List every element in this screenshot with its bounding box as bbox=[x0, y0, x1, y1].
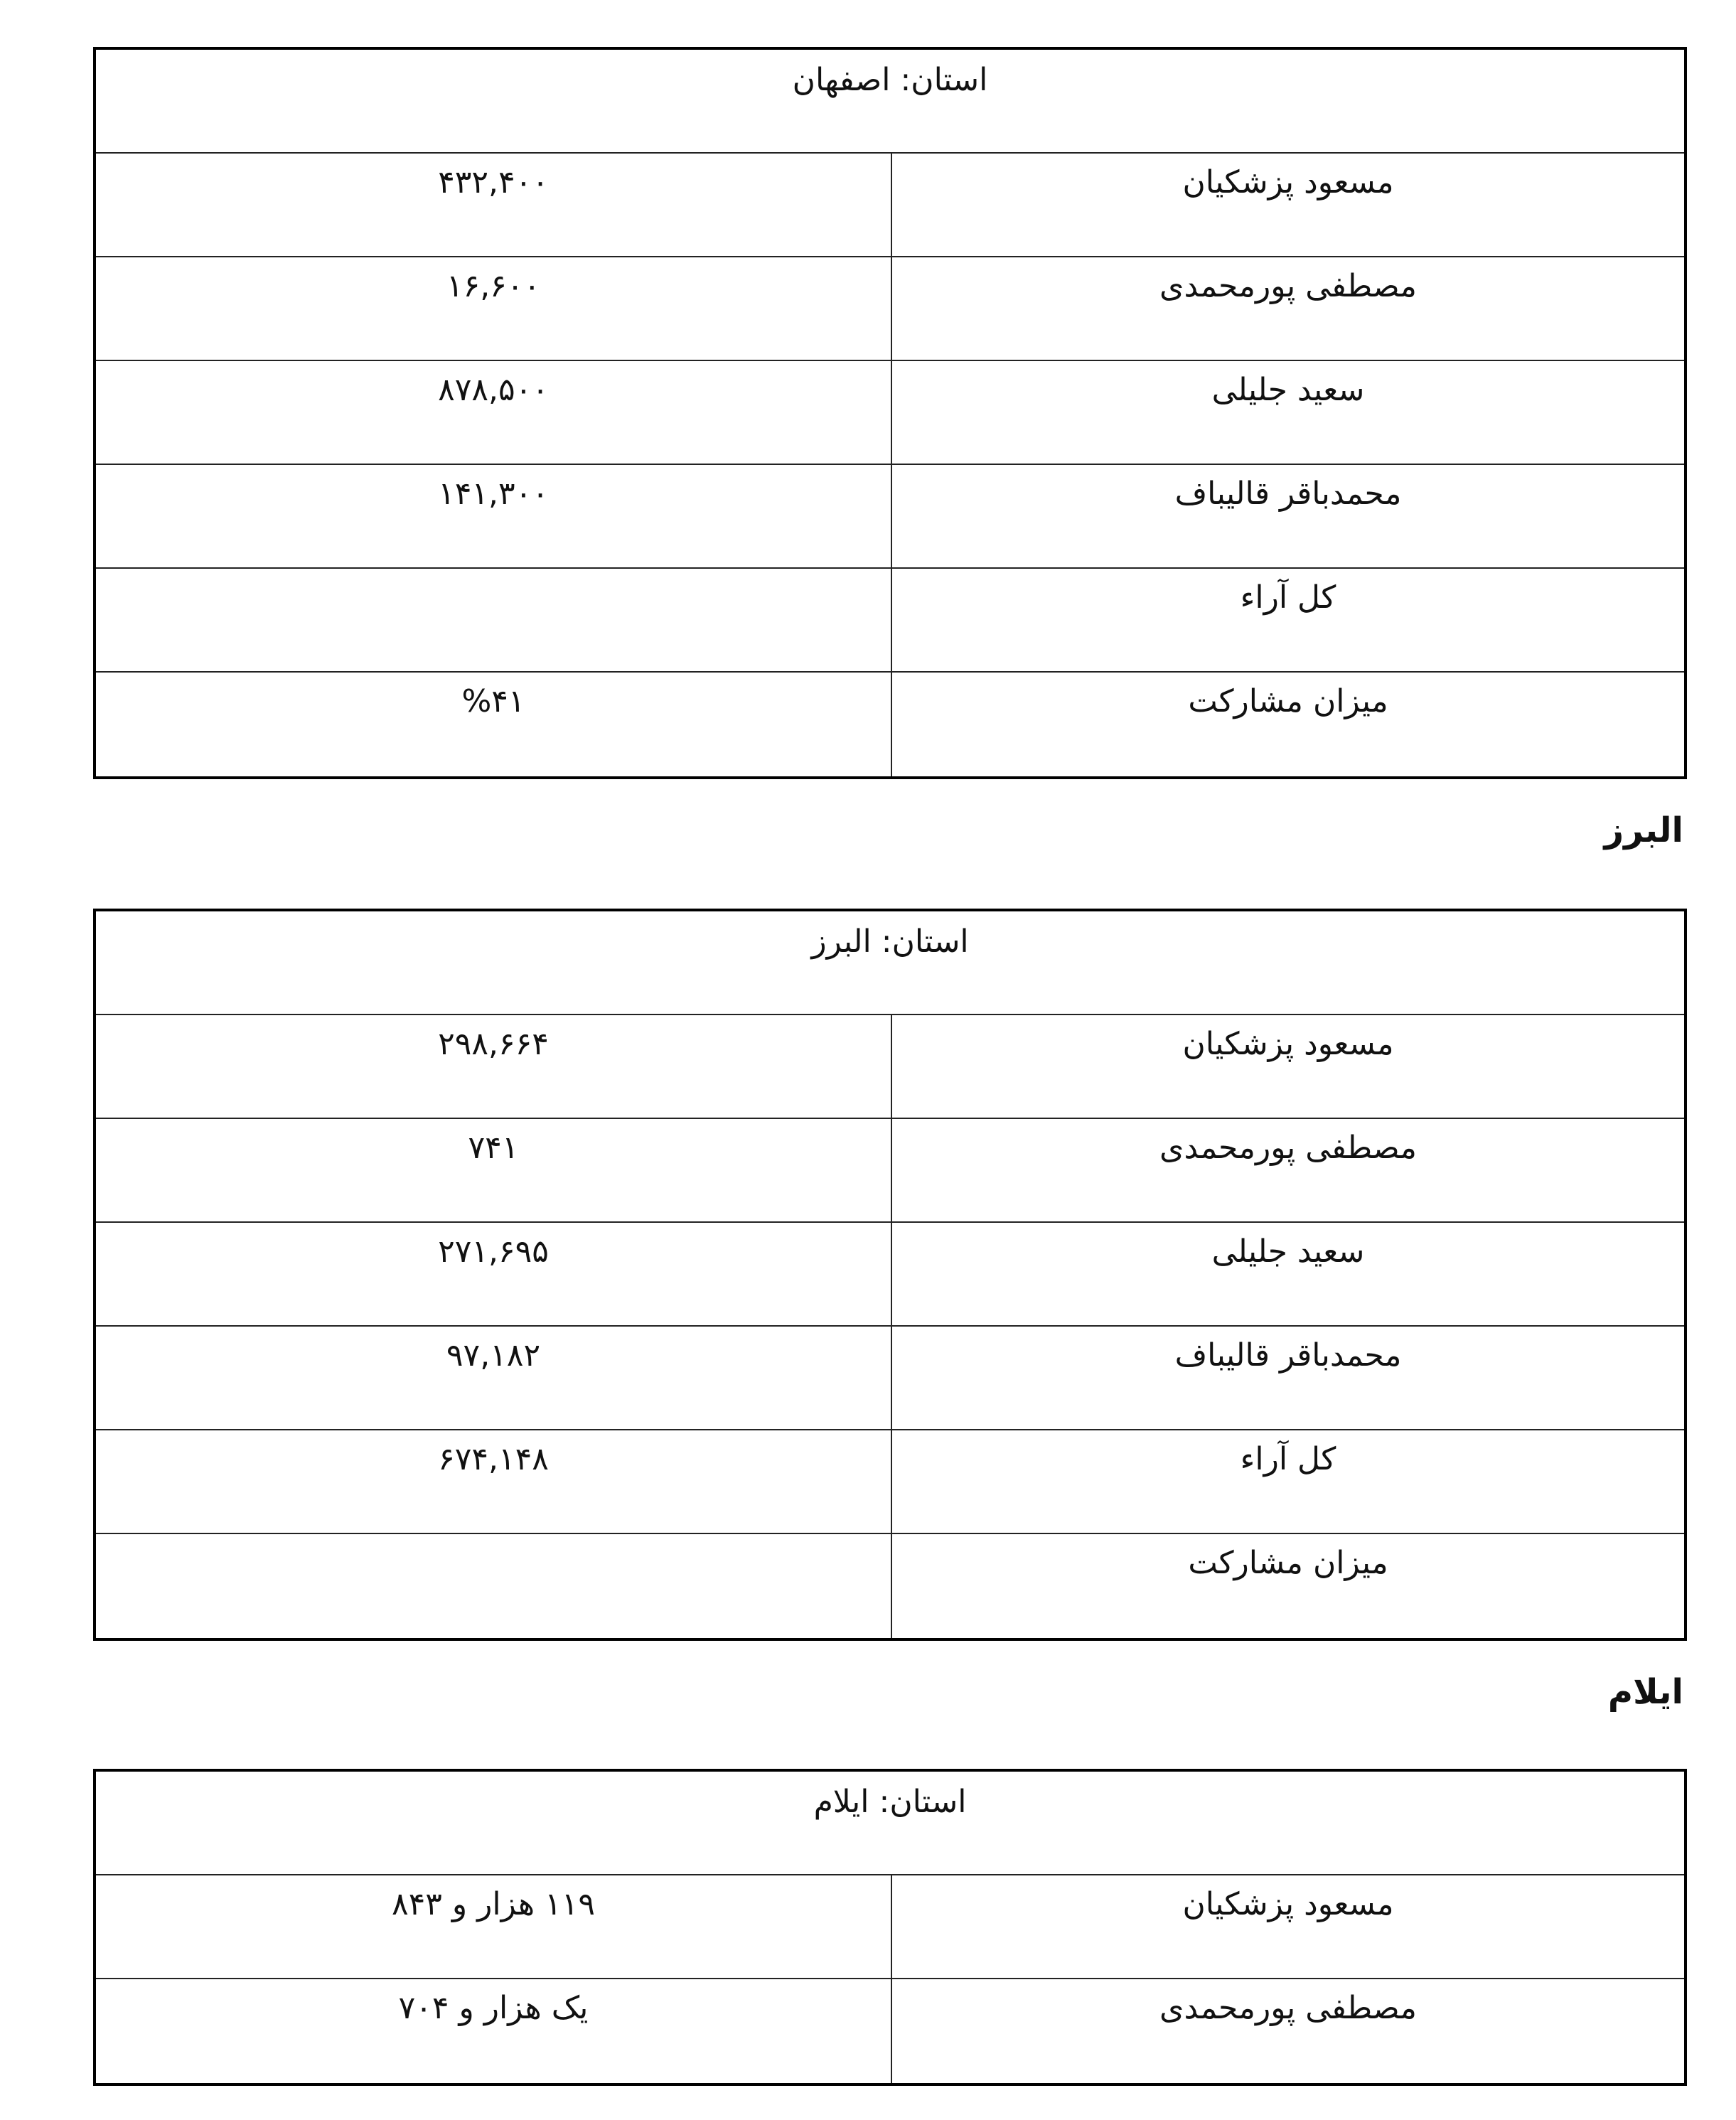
vote-count: ۸۷۸,۵۰۰ bbox=[438, 372, 549, 408]
vote-count: ۹۷,۱۸۲ bbox=[446, 1337, 541, 1374]
table-row bbox=[96, 465, 1684, 569]
total-votes-value bbox=[96, 569, 891, 577]
candidate-cell bbox=[892, 465, 1684, 567]
candidate-name: محمدباقر قالیباف bbox=[1174, 476, 1402, 512]
turnout-cell bbox=[96, 673, 892, 776]
candidate-name: مصطفی پورمحمدی bbox=[1159, 1990, 1417, 2026]
section-heading-ilam: ایلام bbox=[1607, 1672, 1683, 1712]
vote-count: ۱۶,۶۰۰ bbox=[446, 268, 541, 304]
candidate-cell bbox=[892, 1875, 1684, 1978]
table-row bbox=[96, 1875, 1684, 1979]
candidate-name: مسعود پزشکیان bbox=[1182, 1026, 1394, 1062]
table-row bbox=[96, 1430, 1684, 1534]
candidate-name: مصطفی پورمحمدی bbox=[1159, 268, 1417, 304]
table-title-row bbox=[96, 911, 1684, 1015]
vote-count: ۴۳۲,۴۰۰ bbox=[438, 164, 549, 200]
turnout-label: میزان مشارکت bbox=[1188, 683, 1388, 719]
turnout-value bbox=[96, 1534, 891, 1543]
vote-count: ۷۴۱ bbox=[468, 1130, 519, 1166]
candidate-cell bbox=[892, 154, 1684, 256]
candidate-name: محمدباقر قالیباف bbox=[1174, 1337, 1402, 1374]
total-votes-value: ۶۷۴,۱۴۸ bbox=[438, 1441, 549, 1477]
vote-count-cell bbox=[96, 1327, 892, 1429]
table-title: استان: اصفهان bbox=[792, 62, 988, 98]
vote-count-cell bbox=[96, 465, 892, 567]
total-votes-cell bbox=[96, 569, 892, 671]
vote-count-cell bbox=[96, 1223, 892, 1325]
table-row bbox=[96, 569, 1684, 673]
table-row bbox=[96, 1015, 1684, 1119]
candidate-cell bbox=[892, 1979, 1684, 2083]
vote-count: ۱۱۹ هزار و ۸۴۳ bbox=[392, 1886, 595, 1922]
table-row bbox=[96, 1979, 1684, 2083]
vote-count-cell bbox=[96, 1979, 892, 2083]
table-row bbox=[96, 1223, 1684, 1327]
table-title: استان: البرز bbox=[811, 924, 969, 960]
section-heading-alborz: البرز bbox=[1604, 810, 1683, 850]
table-row bbox=[96, 257, 1684, 361]
vote-count-cell bbox=[96, 154, 892, 256]
turnout-label-cell bbox=[892, 1534, 1684, 1638]
candidate-name: سعید جلیلی bbox=[1211, 1233, 1365, 1270]
table-row bbox=[96, 361, 1684, 465]
table-row bbox=[96, 1119, 1684, 1223]
province-table-ilam bbox=[93, 1769, 1687, 2086]
vote-count: ۱۴۱,۳۰۰ bbox=[438, 476, 549, 512]
turnout-label: میزان مشارکت bbox=[1188, 1545, 1388, 1581]
table-row bbox=[96, 1534, 1684, 1638]
province-table-isfahan bbox=[93, 47, 1687, 779]
total-votes-label-cell bbox=[892, 1430, 1684, 1533]
turnout-cell bbox=[96, 1534, 892, 1638]
vote-count: ۲۷۱,۶۹۵ bbox=[438, 1233, 549, 1270]
candidate-cell bbox=[892, 361, 1684, 464]
table-title-row bbox=[96, 1772, 1684, 1875]
candidate-name: مسعود پزشکیان bbox=[1182, 164, 1394, 200]
turnout-value: %۴۱ bbox=[461, 683, 525, 719]
table-title-row bbox=[96, 50, 1684, 154]
vote-count: یک هزار و ۷۰۴ bbox=[398, 1990, 589, 2026]
vote-count-cell bbox=[96, 257, 892, 360]
candidate-cell bbox=[892, 1119, 1684, 1221]
vote-count: ۲۹۸,۶۶۴ bbox=[438, 1026, 549, 1062]
candidate-name: سعید جلیلی bbox=[1211, 372, 1365, 408]
vote-count-cell bbox=[96, 1015, 892, 1118]
total-votes-label: کل آراء bbox=[1240, 1441, 1336, 1477]
table-title: استان: ایلام bbox=[813, 1784, 967, 1820]
candidate-cell bbox=[892, 1327, 1684, 1429]
turnout-label-cell bbox=[892, 673, 1684, 776]
table-row bbox=[96, 1327, 1684, 1430]
candidate-name: مسعود پزشکیان bbox=[1182, 1886, 1394, 1922]
province-table-alborz bbox=[93, 909, 1687, 1641]
vote-count-cell bbox=[96, 361, 892, 464]
table-row bbox=[96, 154, 1684, 257]
candidate-name: مصطفی پورمحمدی bbox=[1159, 1130, 1417, 1166]
vote-count-cell bbox=[96, 1875, 892, 1978]
candidate-cell bbox=[892, 1223, 1684, 1325]
total-votes-cell bbox=[96, 1430, 892, 1533]
total-votes-label: کل آراء bbox=[1240, 579, 1336, 616]
total-votes-label-cell bbox=[892, 569, 1684, 671]
table-row bbox=[96, 673, 1684, 776]
candidate-cell bbox=[892, 1015, 1684, 1118]
vote-count-cell bbox=[96, 1119, 892, 1221]
candidate-cell bbox=[892, 257, 1684, 360]
